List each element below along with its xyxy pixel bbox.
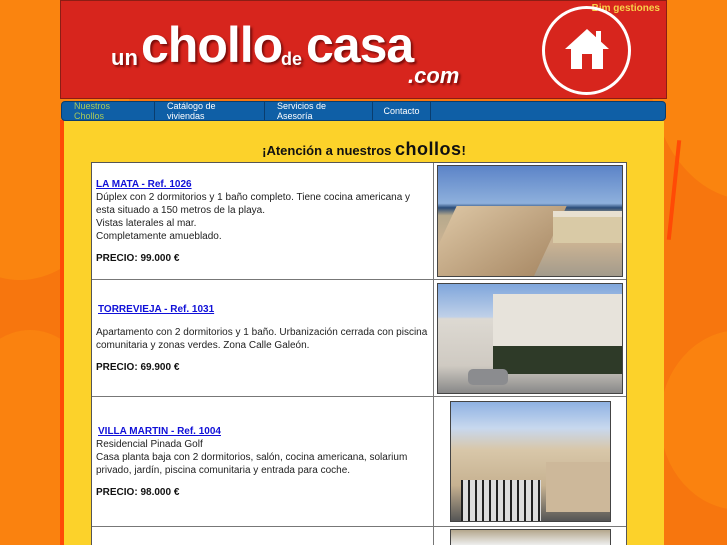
listing-description: Completamente amueblado.	[96, 230, 222, 242]
title-suffix: !	[461, 143, 466, 158]
nav-item-catalogo-viviendas[interactable]: Catálogo de viviendas	[155, 102, 265, 120]
listing-row	[92, 163, 626, 280]
nav-item-nuestros-chollos[interactable]: Nuestros Chollos	[62, 102, 155, 120]
listing-text	[92, 163, 434, 279]
listing-price: PRECIO: 99.000 €	[96, 252, 180, 264]
listing-link-la-mata[interactable]: LA MATA - Ref. 1026	[96, 178, 192, 190]
listing-image-cell	[434, 397, 626, 526]
house-photo[interactable]	[450, 529, 611, 545]
main-content	[64, 121, 664, 545]
site-header	[60, 0, 667, 99]
listing-description: Casa planta baja con 2 dormitorios, salón, cocina americana, solarium privado, jardín, piscina comunitaria y entrada para coche.	[96, 451, 408, 476]
listing-description: Vistas laterales al mar.	[96, 217, 197, 229]
listing-description: Apartamento con 2 dormitorios y 1 baño. Urbanización cerrada con piscina comunitaria y zonas verdes. Zona Calle Galeón.	[96, 326, 428, 351]
title-prefix: ¡Atención a nuestros	[262, 143, 396, 158]
listing-image-cell	[434, 163, 626, 279]
listing-text	[92, 527, 434, 545]
logo-text-com: .com	[408, 63, 460, 88]
villa-with-gate-photo[interactable]	[450, 401, 611, 522]
listings-table	[91, 162, 627, 545]
listing-row	[92, 280, 626, 397]
page-title	[64, 139, 664, 160]
listing-image-cell	[434, 280, 626, 396]
site-logo[interactable]	[111, 13, 531, 93]
listing-price: PRECIO: 98.000 €	[96, 486, 180, 498]
main-nav	[61, 101, 666, 121]
listing-row	[92, 527, 626, 545]
listing-description: Residencial Pinada Golf	[96, 438, 203, 450]
house-icon	[563, 27, 611, 71]
listing-row	[92, 397, 626, 527]
title-highlight: chollos	[395, 139, 462, 159]
nav-item-contacto[interactable]: Contacto	[373, 102, 431, 120]
listing-description: Dúplex con 2 dormitorios y 1 baño completo. Tiene cocina americana y esta situado a 150 metros de la playa.	[96, 191, 411, 216]
nav-item-servicios-asesoria[interactable]: Servicios de Asesoría	[265, 102, 373, 120]
listing-price: PRECIO: 69.900 €	[96, 361, 180, 373]
logo-text-un: un	[111, 45, 138, 70]
listing-image-cell	[434, 527, 626, 545]
logo-text-casa: casa	[306, 17, 414, 73]
bim-gestiones-link[interactable]: Bim gestiones	[591, 3, 660, 14]
house-logo-circle	[542, 6, 631, 95]
listing-link-villa-martin[interactable]: VILLA MARTIN - Ref. 1004	[98, 425, 221, 437]
listing-text	[92, 397, 434, 526]
listing-text	[92, 280, 434, 396]
listing-link-torrevieja[interactable]: TORREVIEJA - Ref. 1031	[98, 303, 215, 315]
logo-text-de: de	[281, 49, 303, 69]
background-decoration	[660, 330, 727, 510]
apartment-building-photo[interactable]	[437, 283, 623, 394]
logo-text-chollo: chollo	[141, 17, 283, 73]
rooftop-sea-view-photo[interactable]	[437, 165, 623, 277]
